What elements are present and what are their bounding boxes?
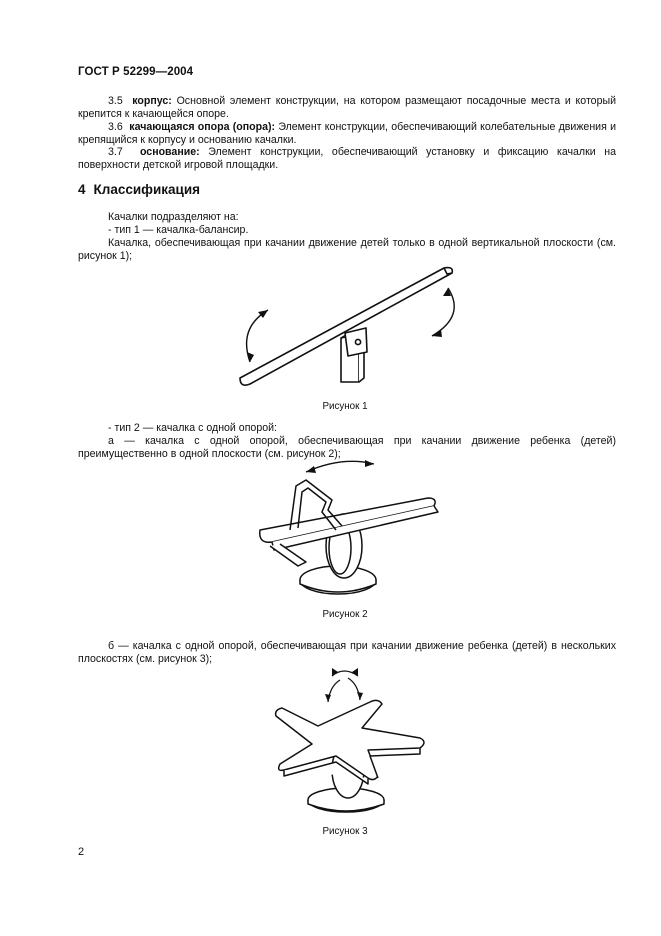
page-header: ГОСТ Р 52299—2004 [78,66,194,78]
term: корпус: [132,95,172,107]
page-number: 2 [78,846,85,858]
type2a-text: а — качалка с одной опорой, обеспечивающая при качании движение ребенка (детей) преимущественно в одной плоскости (см. рисунок 2); [78,435,616,460]
definition-3-6: 3.6 качающаяся опора (опора): Элемент конструкции, обеспечивающий колебательные движения и крепящийся к корпусу и основанию качалки. [78,121,617,146]
arrowhead-icon [306,466,316,473]
swing-arrow [306,461,374,472]
arrowhead-icon [332,668,338,676]
definition-3-7: 3.7 основание: Элемент конструкции, обеспечивающий установку и фиксацию качалки на поверхности детской игровой площадки. [78,146,616,171]
section-heading: 4 Классификация [78,182,201,197]
swing-arrow [328,680,340,702]
intro-text: Качалки подразделяют на: [108,211,239,223]
term: основание: [139,146,200,158]
swing-arrow [348,678,360,700]
figure-1-caption: Рисунок 1 [322,401,368,412]
type2b-text: б — качалка с одной опорой, обеспечивающая при качании движение ребенка (детей) в нескольких плоскостях (см. рисунок 3); [78,640,616,665]
arrowhead-icon [432,329,442,337]
figure-3-drawing [270,666,440,818]
type1-line: - тип 1 — качалка-балансир. [108,224,249,236]
definition-3-5: 3.5 корпус: Основной элемент конструкции, на котором размещают посадочные места и который крепится к качающейся опоре. [78,95,616,120]
type2-line: - тип 2 — качалка с одной опорой: [108,422,277,434]
figure-2-drawing [250,458,450,600]
arrowhead-icon [325,694,331,702]
term: качающаяся опора (опора): [129,121,276,133]
arrowhead-icon [357,692,363,700]
figure-1-drawing [230,258,470,398]
type1-description: Качалка, обеспечивающая при качании движение детей только в одной вертикальной плоскости (см. рисунок 1); [78,237,616,262]
figure-3-caption: Рисунок 3 [322,826,368,837]
right-swing-arrow [432,288,454,336]
figure-2-caption: Рисунок 2 [322,609,368,620]
arrowhead-icon [365,460,374,467]
